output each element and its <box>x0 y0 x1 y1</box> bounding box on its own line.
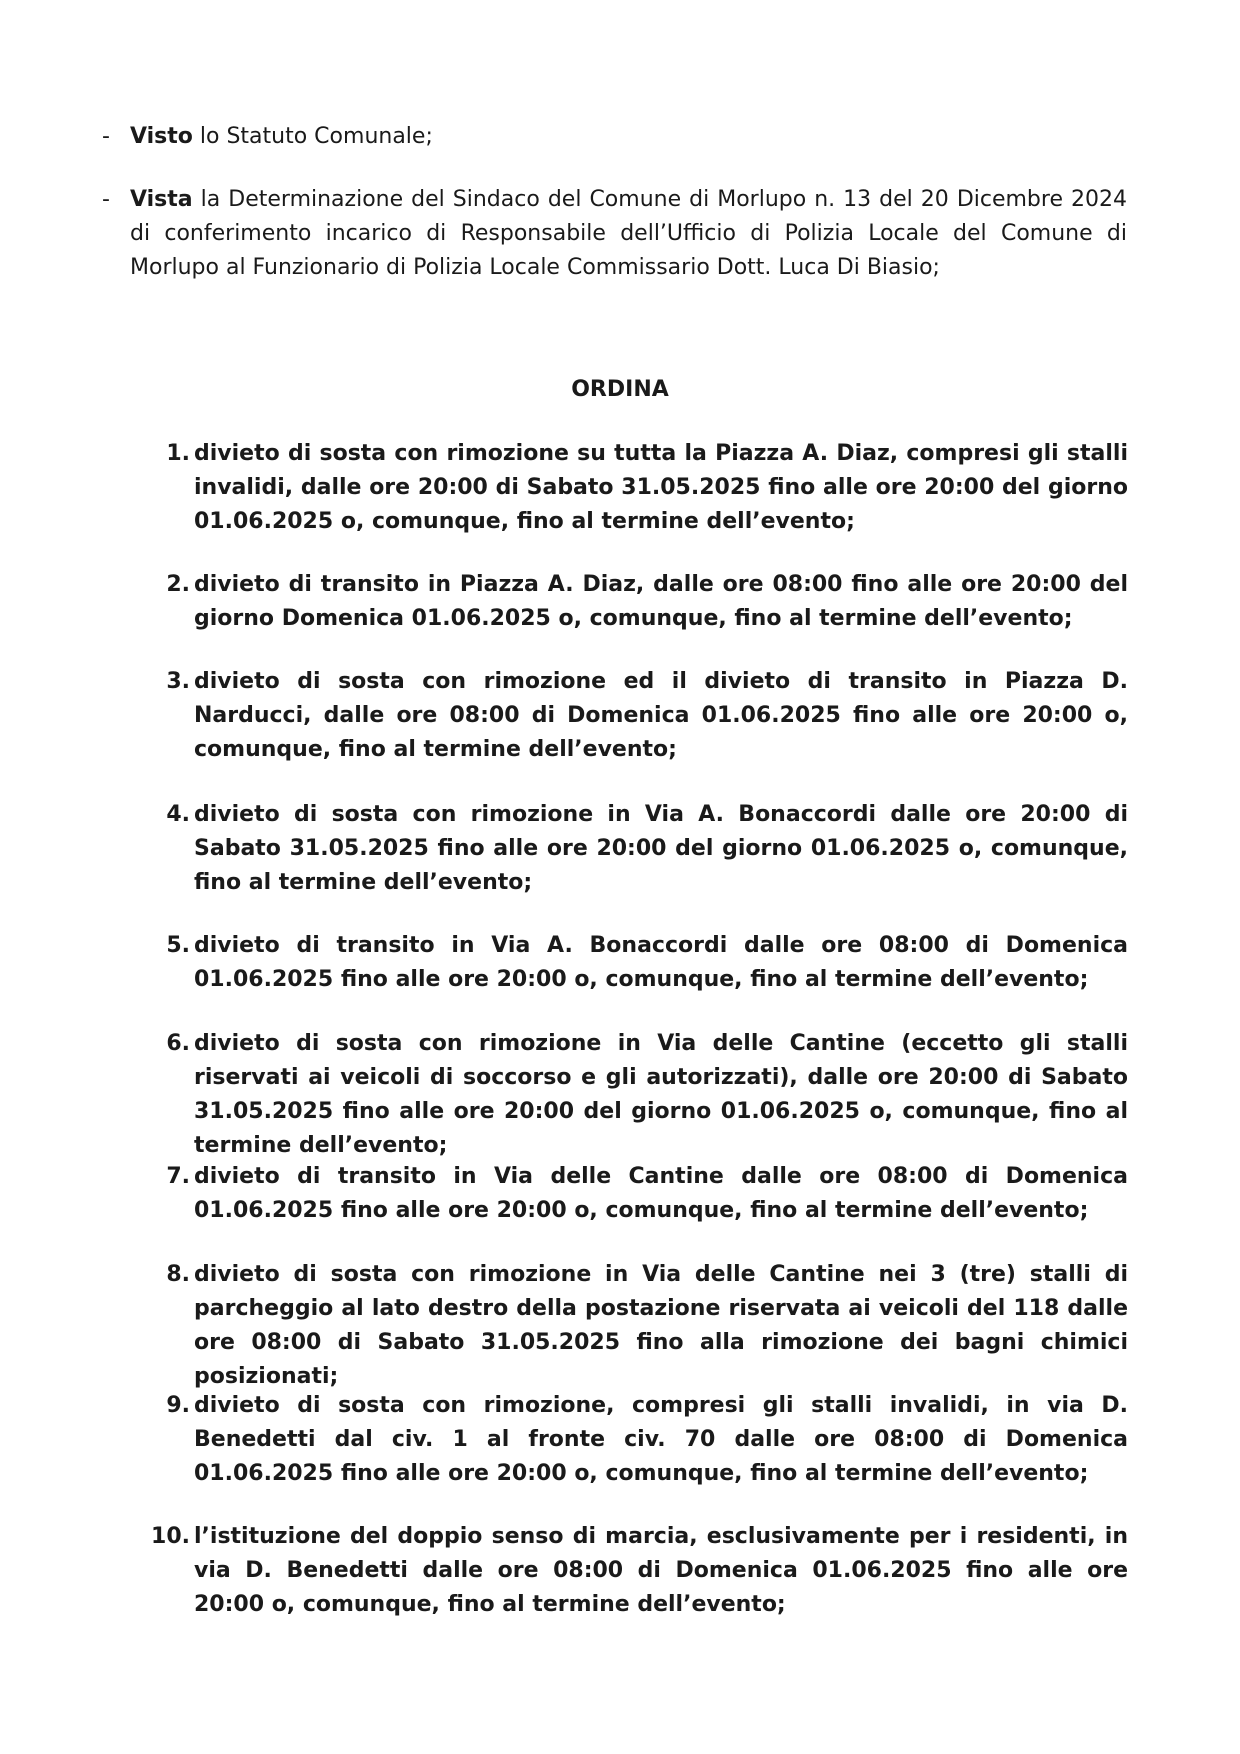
order-number: 10. <box>151 1524 190 1549</box>
premise-dash: - <box>102 124 110 149</box>
order-item-3 <box>150 665 1128 767</box>
premise-dash: - <box>102 187 110 212</box>
order-number: 6. <box>166 1031 190 1056</box>
premise-rest: la Determinazione del Sindaco del Comune di Morlupo n. 13 del 20 Dicembre 2024 di conferimento incarico di Responsabile dell’Ufficio di Polizia Locale del Comune di Morlupo al Funzionario di Polizia Locale Commissario Dott. Luca Di Biasio; <box>130 187 1127 280</box>
order-text: divieto di sosta con rimozione in Via A. Bonaccordi dalle ore 20:00 di Sabato 31.05.2025 fino alle ore 20:00 del giorno 01.06.2025 o, comunque, fino al termine dell’evento; <box>194 802 1128 895</box>
order-number: 1. <box>166 441 190 466</box>
order-text: divieto di sosta con rimozione in Via delle Cantine nei 3 (tre) stalli di parcheggio al lato destro della postazione riservata ai veicoli del 118 dalle ore 08:00 di Sabato 31.05.2025 fino alla rimozione dei bagni chimici posizionati; <box>194 1262 1128 1389</box>
order-text: divieto di sosta con rimozione in Via delle Cantine (eccetto gli stalli riservati ai veicoli di soccorso e gli autorizzati), dalle ore 20:00 di Sabato 31.05.2025 fino alle ore 20:00 del giorno 01.06.2025 o, comunque, fino al termine dell’evento; <box>194 1031 1128 1158</box>
order-text: divieto di sosta con rimozione su tutta la Piazza A. Diaz, compresi gli stalli invalidi, dalle ore 20:00 di Sabato 31.05.2025 fino alle ore 20:00 del giorno 01.06.2025 o, comunque, fino al termine dell’evento; <box>194 441 1128 534</box>
premise-text <box>130 183 1127 285</box>
order-text: divieto di sosta con rimozione ed il divieto di transito in Piazza D. Narducci, dalle ore 08:00 di Domenica 01.06.2025 fino alle ore 20:00 o, comunque, fino al termine dell’evento; <box>194 669 1128 762</box>
premise-lead: Vista <box>130 187 193 212</box>
order-number: 5. <box>166 933 190 958</box>
order-text: divieto di transito in Via delle Cantine dalle ore 08:00 di Domenica 01.06.2025 fino alle ore 20:00 o, comunque, fino al termine dell’evento; <box>194 1164 1128 1223</box>
order-number: 4. <box>166 802 190 827</box>
premise-rest: lo Statuto Comunale; <box>192 124 433 149</box>
section-heading: ORDINA <box>571 377 669 402</box>
premise-determinazione <box>102 183 1127 285</box>
order-item-1 <box>150 437 1128 539</box>
order-item-6 <box>150 1027 1128 1163</box>
order-item-4 <box>150 798 1128 900</box>
order-item-2 <box>150 568 1128 636</box>
order-number: 7. <box>166 1164 190 1189</box>
order-text: divieto di sosta con rimozione, compresi gli stalli invalidi, in via D. Benedetti dal civ. 1 al fronte civ. 70 dalle ore 08:00 di Domenica 01.06.2025 fino alle ore 20:00 o, comunque, fino al termine dell’evento; <box>194 1393 1128 1486</box>
order-number: 8. <box>166 1262 190 1287</box>
order-item-10 <box>150 1520 1128 1622</box>
order-number: 9. <box>166 1393 190 1418</box>
premise-text <box>130 120 1127 154</box>
order-number: 3. <box>166 669 190 694</box>
order-number: 2. <box>166 572 190 597</box>
order-item-7 <box>150 1160 1128 1228</box>
premise-lead: Visto <box>130 124 193 149</box>
order-text: divieto di transito in Piazza A. Diaz, dalle ore 08:00 fino alle ore 20:00 del giorno Domenica 01.06.2025 o, comunque, fino al termine dell’evento; <box>194 572 1128 631</box>
order-text: l’istituzione del doppio senso di marcia, esclusivamente per i residenti, in via D. Benedetti dalle ore 08:00 di Domenica 01.06.2025 fino alle ore 20:00 o, comunque, fino al termine dell’evento; <box>194 1524 1128 1617</box>
premise-statuto <box>102 120 1127 154</box>
order-text: divieto di transito in Via A. Bonaccordi dalle ore 08:00 di Domenica 01.06.2025 fino alle ore 20:00 o, comunque, fino al termine dell’evento; <box>194 933 1128 992</box>
order-item-8 <box>150 1258 1128 1394</box>
order-item-9 <box>150 1389 1128 1491</box>
order-item-5 <box>150 929 1128 997</box>
